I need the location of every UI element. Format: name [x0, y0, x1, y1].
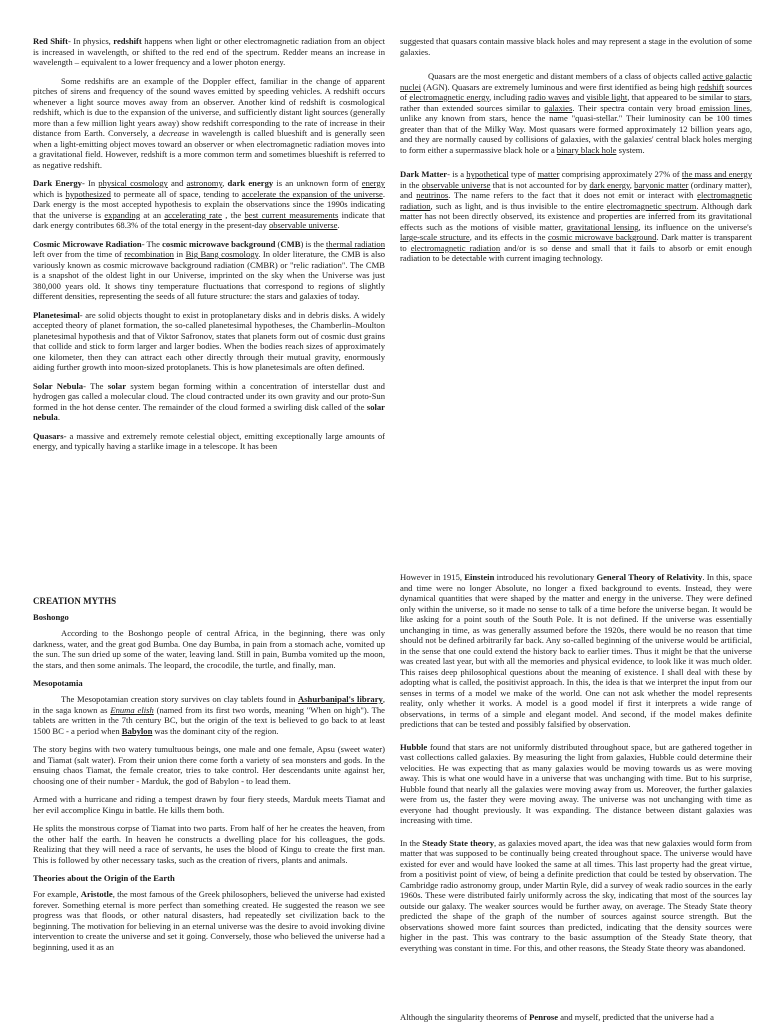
term-dark-matter: Dark Matter	[400, 169, 448, 179]
term-cmb: Cosmic Microwave Radiation	[33, 238, 142, 249]
link-enuma-elish[interactable]: Enuma elish	[110, 704, 154, 715]
link-gravitational-lensing[interactable]: gravitational lensing	[566, 221, 639, 232]
link-redshift[interactable]: redshift	[697, 81, 725, 92]
mesopotamia-paragraph-2: The story begins with two watery tumultuous beings, one male and one female, Apsu (sweet water) and Tiamat (salt water). From their union there come forth a variety of sea monsters and gods. In the ensuing chaos Tiamat, the female creator, tries to take control. Her descendants unite against her, choosing one of their number - Marduk, the god of Babylon - to lead them.	[33, 744, 385, 786]
creation-myths-heading: CREATION MYTHS	[33, 596, 117, 606]
redshift-paragraph-2: Some redshifts are an example of the Doppler effect, familiar in the change of apparent pitches of sirens and frequency of the sound waves emitted by speeding vehicles. A redshift occurs whenever a light source moves away from an observer. Another kind of redshift is cosmological redshift, which is due to the expansion of the universe, and sufficiently distant light sources (generally more than a few million light years away) show redshift corresponding to the rate of increase in their distance from Earth. Conversely, a decrease in wavelength is called blueshift and is generally seen when a light-emitting object moves toward an observer or when electromagnetic radiation moves into a gravitational field. However, redshift is a more common term and sometimes blueshift is referred to as negative redshift.	[33, 75, 385, 170]
link-observable-universe-2[interactable]: observable universe	[421, 179, 491, 190]
link-energy[interactable]: energy	[361, 178, 385, 188]
solar-nebula-paragraph: Solar Nebula- The solar system began forming within a concentration of interstellar dust and hydrogen gas called a molecular cloud. The cloud contracted under its own gravity and our proto-Sun formed in the hot dense center. The remainder of the cloud formed a swirling disk called of the solar nebula.	[33, 380, 385, 422]
link-accelerating-rate[interactable]: accelerating rate	[164, 209, 222, 220]
term-planetesimal: Planetesimal	[33, 309, 80, 320]
theories-paragraph: For example, Aristotle, the most famous of the Greek philosophers, believed the universe had existed forever. Something eternal is more perfect than something created. He suggested the reason we see progress was that floods, or other natural disasters, had repeatedly set civilization back to the beginning. The motivation for believing in an eternal universe was the desire to avoid invoking divine intervention to create the universe and set it going. Conversely, those who believed the universe had a beginning, used it as an	[33, 889, 385, 952]
boshongo-heading: Boshongo	[33, 612, 69, 622]
mesopotamia-paragraph-1: The Mesopotamian creation story survives on clay tablets found in Ashurbanipal's library, in the saga known as Enuma elish (named from its first two words, meaning "When on high"). The tablets are written in the 7th century BC, but the origin of the text is believed to go back to at least 1500 BC - a period when Babylon was the dominant city of the region.	[33, 694, 385, 736]
link-observable-universe[interactable]: observable universe	[268, 220, 338, 230]
link-ashurbanipal[interactable]: Ashurbanipal's library	[298, 694, 383, 704]
link-mass-and-energy[interactable]: the mass and energy	[681, 169, 752, 179]
einstein-paragraph: However in 1915, Einstein introduced his revolutionary General Theory of Relativity. In this, space and time were no longer Absolute, no longer a fixed background to events. Instead, they were dynamical quantities that were shaped by the matter and energy in the universe. They were defined only within the universe, so it made no sense to talk of a time before the universe began. It would be like asking for a point south of the South Pole. It is not defined. If the universe was essentially unchanging in time, as was generally assumed before the 1920s, there would be no reason that time should not be defined arbitrarily far back. Any so-called beginning of the universe would be artificial, in the sense that one could extend the history back to earlier times. Thus it might be that the universe was created last year, but with all the memories and physical evidence, to look like it was much older. This raises deep philosophical questions about the meaning of existence. I shall deal with these by adopting what is called, the positivist approach. In this, the idea is that we interpret the input from our senses in terms of a model we make of the world. One can not ask whether the model represents reality, only whether it works. A model is a good model if first it interprets a wide range of observations, in terms of a simple and elegant model. And second, if the model makes definite predictions that can be tested and possibly falsified by observation.	[400, 572, 752, 729]
link-electromagnetic-radiation-2[interactable]: electromagnetic radiation	[410, 242, 501, 253]
link-large-scale-structure[interactable]: large-scale structure	[400, 232, 470, 242]
link-best-measurements[interactable]: best current measurements	[244, 209, 339, 220]
link-visible-light[interactable]: visible light	[586, 92, 628, 102]
link-accelerate-expansion[interactable]: accelerate the expansion of the universe	[241, 188, 383, 199]
page-bottom-left	[33, 576, 385, 1024]
mesopotamia-paragraph-3: Armed with a hurricane and riding a tempest drawn by four fiery steeds, Marduk meets Tiamat and her evil accomplice Kingu in battle. He kills them both.	[33, 794, 385, 815]
link-physical-cosmology[interactable]: physical cosmology	[98, 178, 168, 188]
page-top-left	[33, 36, 385, 536]
theories-heading: Theories about the Origin of the Earth	[33, 873, 175, 883]
link-hypothetical[interactable]: hypothetical	[466, 169, 509, 179]
link-stars[interactable]: stars	[734, 92, 750, 102]
singularity-paragraph: Although the singularity theorems of Penrose and myself, predicted that the universe had a	[400, 1012, 714, 1022]
page-bottom-right-tail	[400, 1012, 752, 1024]
link-emission-lines[interactable]: emission lines	[699, 102, 750, 113]
link-hypothesized[interactable]: hypothesized	[65, 188, 111, 199]
link-cmb[interactable]: cosmic microwave background	[548, 232, 657, 242]
page-top-right	[400, 36, 752, 536]
link-astronomy[interactable]: astronomy	[186, 178, 223, 188]
link-agn[interactable]: active galactic nuclei	[400, 71, 752, 92]
link-electromagnetic-radiation[interactable]: electromagnetic radiation	[400, 190, 752, 211]
term-quasars: Quasars	[33, 430, 64, 441]
dark-energy-paragraph: Dark Energy- In physical cosmology and astronomy, dark energy is an unknown form of energy which is hypothesized to permeate all of space, tending to accelerate the expansion of the universe. Dark energy is the most accepted hypothesis to explain the observations since the 1990s indicating that the universe is expanding at an accelerating rate , the best current measurements indicate that dark energy contributes 68.3% of the total energy in the present-day observable universe.	[33, 178, 385, 230]
link-neutrinos[interactable]: neutrinos	[416, 190, 449, 200]
link-electromagnetic-spectrum[interactable]: electromagnetic spectrum	[606, 200, 697, 211]
steady-state-paragraph: In the Steady State theory, as galaxies moved apart, the idea was that new galaxies would form from matter that was supposed to be continually being created throughout space. The universe would have existed for ever and would have looked the same at all times. This last property had the great virtue, from a positivist point of view, of being a definite prediction that could be tested by observation. The Cambridge radio astronomy group, under Martin Ryle, did a survey of weak radio sources in the early 1960s. These were distributed fairly uniformly across the sky, indicating that most of the sources lay outside our galaxy. The weaker sources would be further away, on average. The Steady State theory predicted the shape of the graph of the number of sources against source strength. But the observations showed more faint sources than predicted, indicating that the density sources were higher in the past. This was contrary to the basic assumption of the Steady State theory, that everything was constant in time. For this, and other reasons, the Steady State theory was abandoned.	[400, 837, 752, 953]
cmb-paragraph: Cosmic Microwave Radiation- The cosmic microwave background (CMB) is the thermal radiation left over from the time of recombination in Big Bang cosmology. In older literature, the CMB is also variously known as cosmic microwave background radiation (CMBR) or "relic radiation". The CMB is a snapshot of the oldest light in our Universe, imprinted on the sky when the Universe was just 380,000 years old. It shows tiny temperature fluctuations that correspond to regions of slightly different densities, representing the seeds of all future structure: the stars and galaxies of today.	[33, 238, 385, 301]
term-red-shift: Red Shift	[33, 36, 68, 46]
dark-matter-paragraph: Dark Matter- is a hypothetical type of matter comprising approximately 27% of the mass and energy in the observable universe that is not accounted for by dark energy, baryonic matter (ordinary matter), and neutrinos. The name refers to the fact that it does not emit or interact with electromagnetic radiation, such as light, and is thus invisible to the entire electromagnetic spectrum. Although dark matter has not been directly observed, its existence and properties are inferred from its gravitational effects such as the motions of visible matter, gravitational lensing, its influence on the universe's large-scale structure, and its effects in the cosmic microwave background. Dark matter is transparent to electromagnetic radiation and/or is so dense and small that it fails to absorb or emit enough radiation to be detectable with current imaging technology.	[400, 169, 752, 263]
quasars-paragraph: Quasars- a massive and extremely remote celestial object, emitting exceptionally large amounts of energy, and typically having a starlike image in a telescope. It has been	[33, 430, 385, 451]
boshongo-paragraph: According to the Boshongo people of central Africa, in the beginning, there was only darkness, water, and the great god Bumba. One day Bumba, in pain from a stomach ache, vomited up the sun. The sun dried up some of the water, leaving land. Still in pain, Bumba vomited up the moon, the stars, and then some animals. The leopard, the crocodile, the turtle, and finally, man.	[33, 628, 385, 670]
term-solar-nebula: Solar Nebula	[33, 380, 84, 391]
page-bottom-right	[400, 572, 752, 1010]
planetesimal-paragraph: Planetesimal- are solid objects thought to exist in protoplanetary disks and in debris disks. A widely accepted theory of planet formation, the so-called planetesimal hypotheses, the Chamberlin–Moulton planetesimal hypothesis and that of Viktor Safronov, states that planets form out of cosmic dust grains that collide and stick to form larger and larger bodies. When the bodies reach sizes of approximately one kilometer, then they can attract each other directly through their mutual gravity, enormously aiding further growth into moon-sized protoplanets. This is how planetesimals are often defined.	[33, 309, 385, 372]
quasars-continued: suggested that quasars contain massive black holes and may represent a stage in the evolution of some galaxies.	[400, 36, 752, 57]
link-thermal-radiation[interactable]: thermal radiation	[326, 238, 385, 249]
link-babylon[interactable]: Babylon	[121, 725, 153, 736]
hubble-paragraph: Hubble found that stars are not uniformly distributed throughout space, but are gathered together in vast collections called galaxies. By measuring the light from galaxies, Hubble could determine their velocities. He was expecting that as many galaxies would be moving towards us as were moving away. This is what one would have in a universe that was unchanging with time. But to his surprise, Hubble found that nearly all the galaxies were moving away from us. Moreover, the further galaxies were from us, the faster they were moving away. The universe was not unchanging with time as everyone had thought previously. It was expanding. The distance between distant galaxies was increasing with time.	[400, 741, 752, 825]
link-matter[interactable]: matter	[537, 169, 560, 179]
link-radio-waves[interactable]: radio waves	[528, 92, 570, 102]
mesopotamia-paragraph-4: He splits the monstrous corpse of Tiamat into two parts. From half of her he creates the heaven, from the other half the earth. In heaven he constructs a dwelling place for his colleagues, the gods. Realizing that they will need a race of servants, he uses the blood of Kingu to create the first man. This is followed by other necessary tasks, such as the creation of rivers, plants and animals.	[33, 823, 385, 865]
quasars-paragraph-2: Quasars are the most energetic and distant members of a class of objects called active galactic nuclei (AGN). Quasars are extremely luminous and were first identified as being high redshift sources of electromagnetic energy, including radio waves and visible light, that appeared to be similar to stars, rather than extended sources similar to galaxies. Their spectra contain very broad emission lines, unlike any known from stars, hence the name "quasi-stellar." Their luminosity can be 100 times greater than that of the Milky Way. Most quasars were formed approximately 12 billion years ago, and they are normally caused by collisions of galaxies, with the galaxies' central black holes merging to form either a supermassive black hole or a binary black hole system.	[400, 71, 752, 155]
link-electromagnetic-energy[interactable]: electromagnetic energy	[409, 92, 490, 102]
mesopotamia-heading: Mesopotamia	[33, 678, 83, 688]
link-binary-black-hole[interactable]: binary black hole	[556, 144, 617, 155]
link-galaxies[interactable]: galaxies	[544, 102, 573, 113]
link-baryonic-matter[interactable]: baryonic matter	[634, 179, 689, 190]
link-expanding[interactable]: expanding	[104, 209, 141, 220]
link-big-bang-cosmology[interactable]: Big Bang cosmology	[185, 249, 259, 259]
link-dark-energy[interactable]: dark energy	[589, 179, 630, 190]
term-dark-energy: Dark Energy	[33, 178, 82, 188]
link-recombination[interactable]: recombination	[124, 249, 174, 259]
redshift-paragraph: Red Shift- In physics, redshift happens when light or other electromagnetic radiation from an object is increased in wavelength, or shifted to the red end of the spectrum. Redder means an increase in wavelength – equivalent to a lower frequency and a lower photon energy.	[33, 36, 385, 67]
